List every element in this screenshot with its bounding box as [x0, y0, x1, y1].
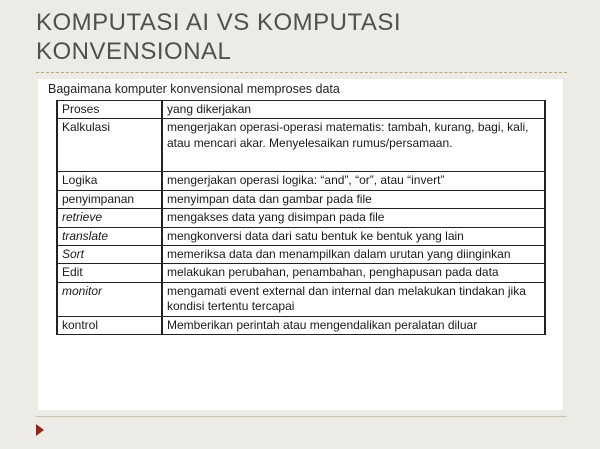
row-process-name: monitor — [57, 282, 162, 316]
row-process-name: Edit — [57, 264, 162, 282]
table-header-row — [57, 101, 545, 119]
table-image-panel — [38, 79, 563, 410]
row-process-name: penyimpanan — [57, 190, 162, 208]
row-process-name: Kalkulasi — [57, 119, 162, 172]
table-row — [57, 227, 545, 245]
title-divider — [36, 72, 567, 73]
row-process-name: retrieve — [57, 209, 162, 227]
row-process-name: translate — [57, 227, 162, 245]
row-process-name: kontrol — [57, 316, 162, 334]
row-process-name: Sort — [57, 246, 162, 264]
row-description: mengamati event external dan internal dan melakukan tindakan jika kondisi tertentu tercapai — [162, 282, 545, 316]
table-row — [57, 190, 545, 208]
row-process-name: Logika — [57, 172, 162, 190]
table-row — [57, 209, 545, 227]
row-description: melakukan perubahan, penambahan, penghapusan pada data — [162, 264, 545, 282]
row-description: memeriksa data dan menampilkan dalam urutan yang diinginkan — [162, 246, 545, 264]
row-description: mengakses data yang disimpan pada file — [162, 209, 545, 227]
slide-title: KOMPUTASI AI VS KOMPUTASI KONVENSIONAL — [36, 9, 402, 65]
row-description: mengerjakan operasi-operasi matematis: tambah, kurang, bagi, kali, atau mencari akar. Menyelesaikan rumus/persamaan. — [162, 119, 545, 172]
table-row — [57, 172, 545, 190]
row-description: mengkonversi data dari satu bentuk ke bentuk yang lain — [162, 227, 545, 245]
process-table — [56, 100, 546, 335]
footer-divider — [36, 416, 567, 417]
row-description: menyimpan data dan gambar pada file — [162, 190, 545, 208]
header-proses: Proses — [57, 101, 162, 119]
table-caption: Bagaimana komputer konvensional memproses data — [48, 82, 340, 96]
row-description: mengerjakan operasi logika: “and”, “or”, atau “invert” — [162, 172, 545, 190]
table-row — [57, 316, 545, 334]
table-row — [57, 246, 545, 264]
header-yang-dikerjakan: yang dikerjakan — [162, 101, 545, 119]
table-row — [57, 119, 545, 172]
table-row — [57, 282, 545, 316]
play-arrow-icon — [36, 424, 44, 436]
table-row — [57, 264, 545, 282]
row-description: Memberikan perintah atau mengendalikan peralatan diluar — [162, 316, 545, 334]
